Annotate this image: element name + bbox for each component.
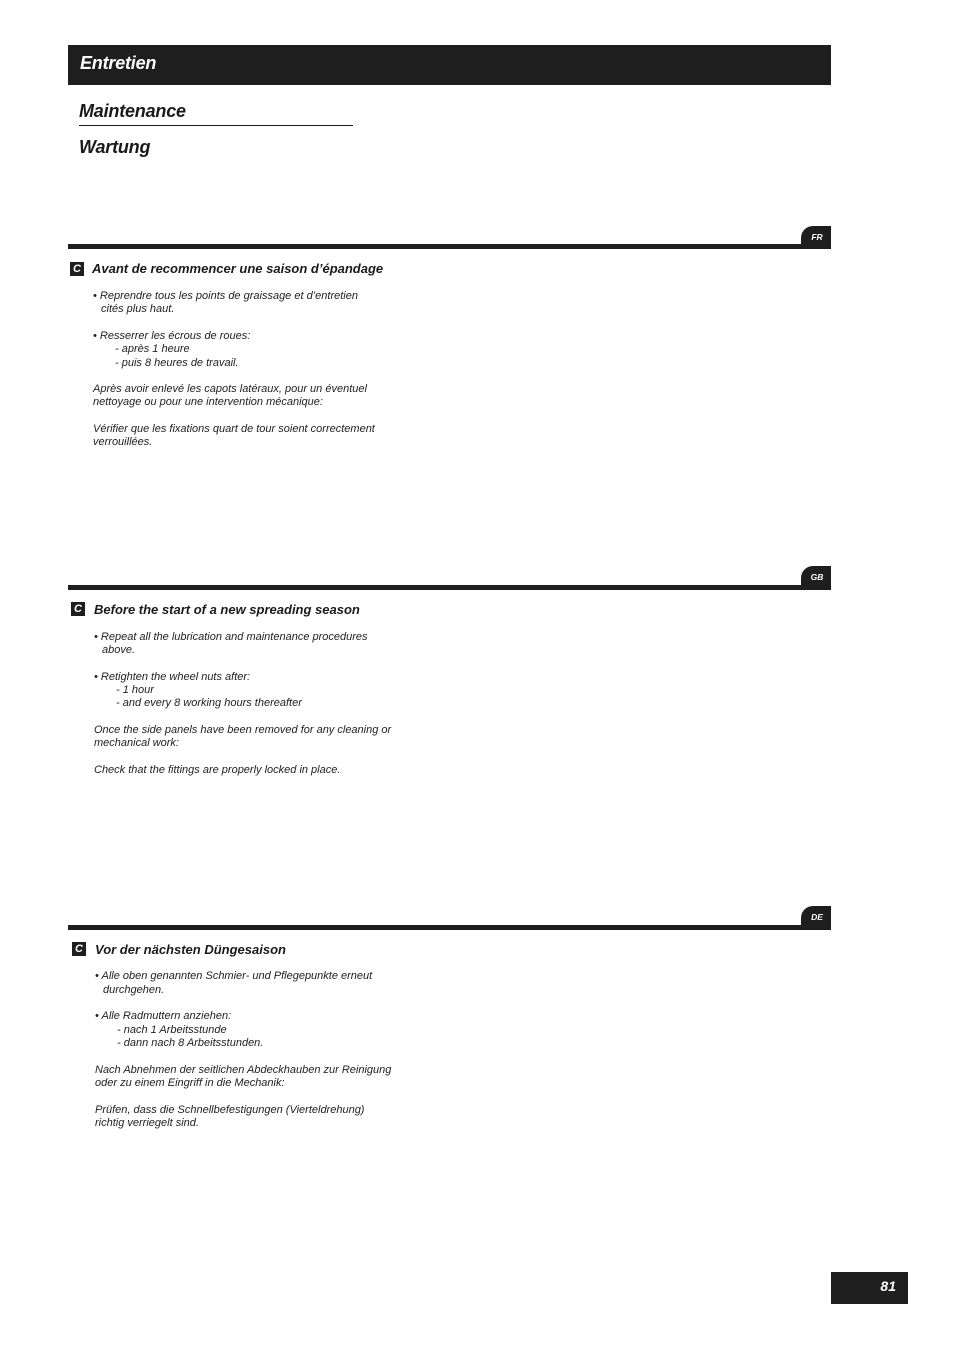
- section-heading: Before the start of a new spreading season: [94, 602, 360, 617]
- body-line: oder zu einem Eingriff in die Mechanik:: [95, 1077, 285, 1089]
- section-divider: [68, 925, 831, 930]
- body-line: • Reprendre tous les points de graissage et d’entretien: [93, 290, 358, 302]
- language-badge-de: DE: [801, 906, 831, 928]
- body-line: - and every 8 working hours thereafter: [116, 697, 302, 709]
- body-line: • Repeat all the lubrication and maintenance procedures: [94, 631, 368, 643]
- body-line: - nach 1 Arbeitsstunde: [117, 1024, 227, 1036]
- body-line: - 1 hour: [116, 684, 154, 696]
- body-line: • Alle oben genannten Schmier- und Pflegepunkte erneut: [95, 970, 373, 982]
- language-badge-gb: GB: [801, 566, 831, 588]
- subtitle-german: Wartung: [79, 137, 151, 157]
- section-heading: Vor der nächsten Düngesaison: [95, 942, 286, 957]
- body-line: • Retighten the wheel nuts after:: [94, 671, 251, 683]
- body-line: - dann nach 8 Arbeitsstunden.: [117, 1037, 264, 1049]
- body-line: Once the side panels have been removed for any cleaning or: [94, 724, 392, 736]
- section-c-icon: C: [71, 602, 85, 616]
- section-c-icon: C: [72, 942, 86, 956]
- body-line: nettoyage ou pour une intervention mécanique:: [93, 396, 323, 408]
- header-bar: [68, 45, 831, 85]
- body-line: Vérifier que les fixations quart de tour soient correctement: [93, 423, 375, 435]
- body-line: durchgehen.: [103, 984, 165, 996]
- language-badge-fr: FR: [801, 226, 831, 248]
- section-divider: [68, 244, 831, 249]
- body-line: mechanical work:: [94, 737, 179, 749]
- body-line: • Resserrer les écrous de roues:: [93, 330, 251, 342]
- body-line: richtig verriegelt sind.: [95, 1117, 199, 1129]
- body-line: verrouillées.: [93, 436, 153, 448]
- body-line: Check that the fittings are properly locked in place.: [94, 764, 341, 776]
- body-line: above.: [102, 644, 136, 656]
- body-line: cités plus haut.: [101, 303, 175, 315]
- body-line: Nach Abnehmen der seitlichen Abdeckhauben zur Reinigung: [95, 1064, 392, 1076]
- body-line: • Alle Radmuttern anziehen:: [95, 1010, 232, 1022]
- body-line: Prüfen, dass die Schnellbefestigungen (Vierteldrehung): [95, 1104, 365, 1116]
- page-number: 81: [831, 1272, 908, 1304]
- subtitle-english: Maintenance: [79, 101, 186, 121]
- subtitle-divider: [79, 125, 353, 126]
- body-line: Après avoir enlevé les capots latéraux, pour un éventuel: [93, 383, 367, 395]
- section-heading: Avant de recommencer une saison d’épandage: [92, 261, 384, 276]
- page-title: Entretien: [80, 53, 157, 73]
- body-line: - puis 8 heures de travail.: [115, 357, 239, 369]
- body-line: - après 1 heure: [115, 343, 190, 355]
- section-c-icon: C: [70, 262, 84, 276]
- section-divider: [68, 585, 831, 590]
